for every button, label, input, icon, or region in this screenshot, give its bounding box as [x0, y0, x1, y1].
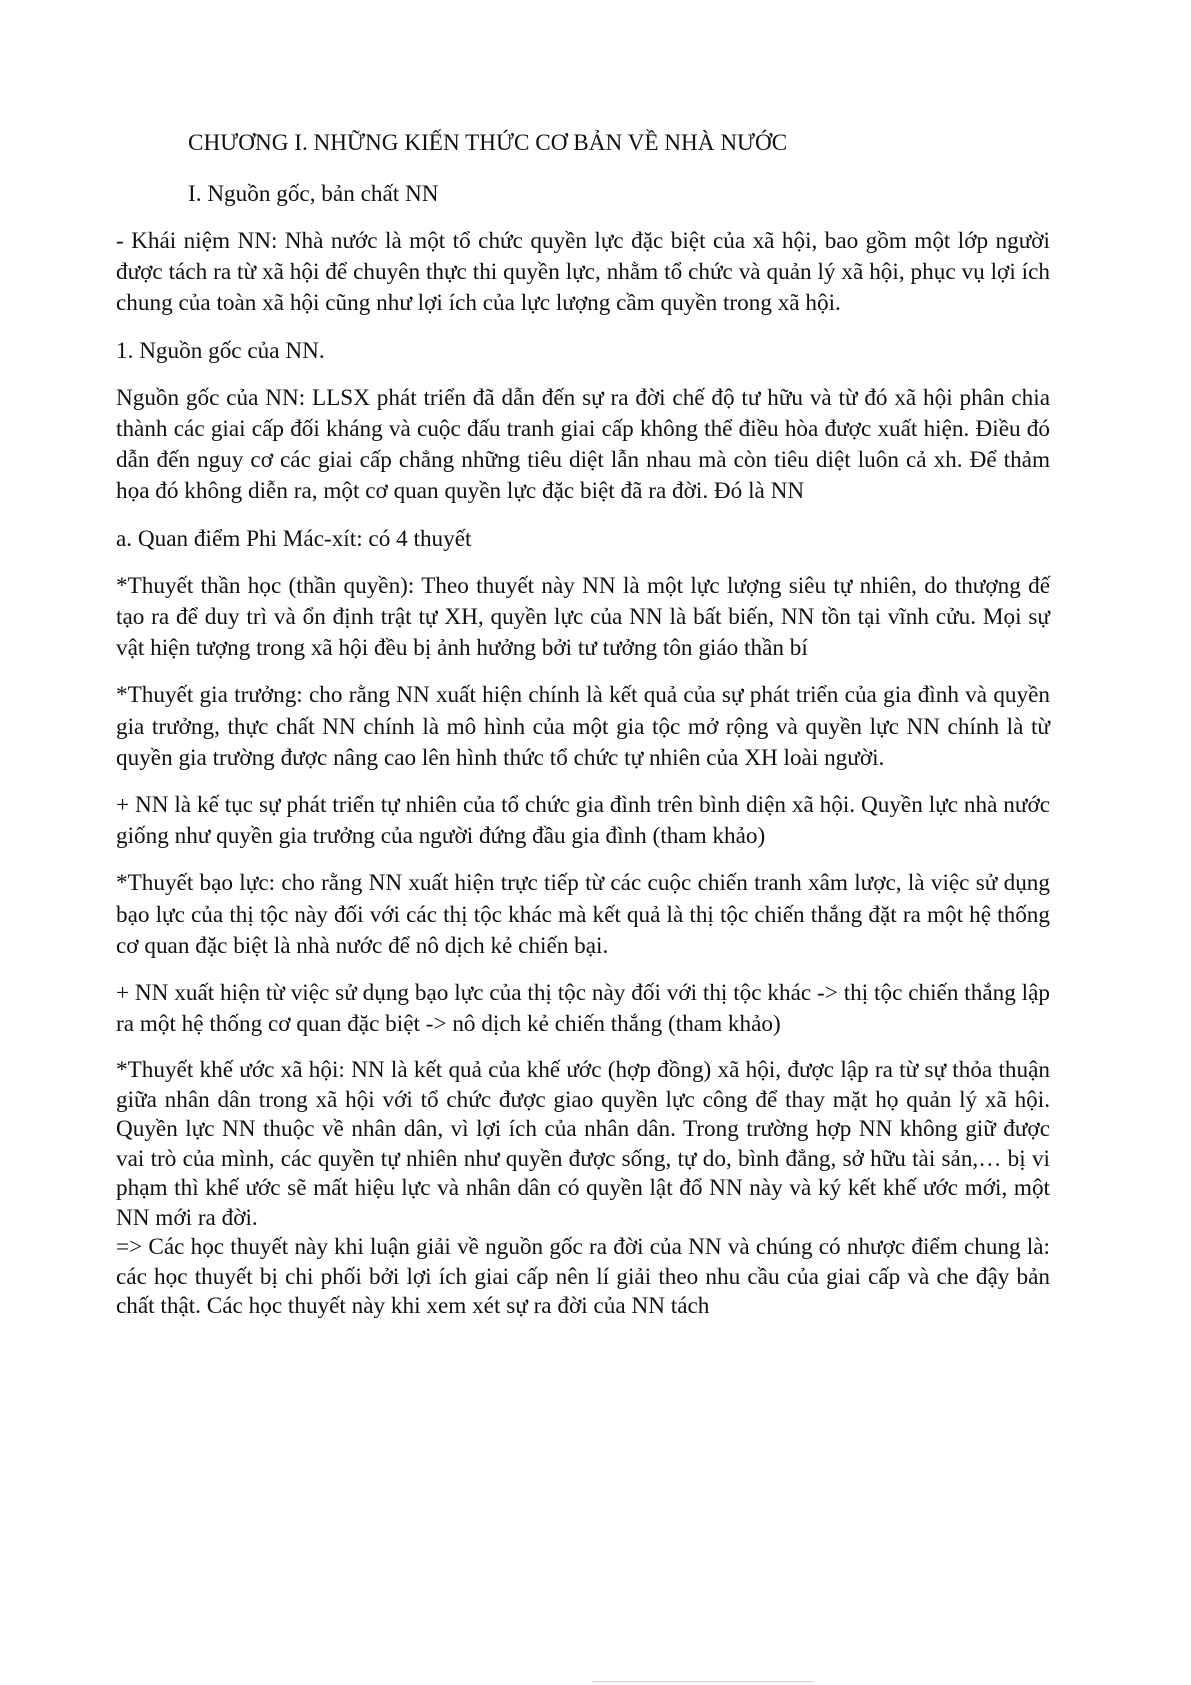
- bottom-divider: [592, 1681, 814, 1682]
- page-content: [116, 128, 1050, 1322]
- paragraph-social-contract-theory: *Thuyết khế ước xã hội: NN là kết quả của khế ước (hợp đồng) xã hội, được lập ra từ sự thỏa thuận giữa nhân dân trong xã hội với tổ chức được giao quyền lực công để thay mặt họ quản lý xã hội. Quyền lực NN thuộc về nhân dân, vì lợi ích của nhân dân. Trong trường hợp NN không giữ được vai trò của mình, các quyền tự nhiên như quyền được sống, tự do, bình đẳng, sở hữu tài sản,… bị vi phạm thì khế ước sẽ mất hiệu lực và nhân dân có quyền lật đổ NN này và ký kết khế ước mới, một NN mới ra đời.: [116, 1057, 1050, 1231]
- section-title: I. Nguồn gốc, bản chất NN: [188, 181, 439, 207]
- subheading-origin: 1. Nguồn gốc của NN.: [116, 337, 325, 364]
- paragraph-definition: - Khái niệm NN: Nhà nước là một tổ chức quyền lực đặc biệt của xã hội, bao gồm một lớp người được tách ra từ xã hội để chuyên thực thi quyền lực, nhằm tổ chức và quản lý xã hội, phục vụ lợi ích chung của toàn xã hội cũng như lợi ích của lực lượng cầm quyền trong xã hội.: [116, 228, 1050, 317]
- paragraph-theology-theory: *Thuyết thần học (thần quyền): Theo thuyết này NN là một lực lượng siêu tự nhiên, do thượng đế tạo ra để duy trì và ổn định trật tự XH, quyền lực của NN là bất biến, NN tồn tại vĩnh cửu. Mọi sự vật hiện tượng trong xã hội đều bị ảnh hưởng bởi tư tưởng tôn giáo thần bí: [116, 572, 1050, 662]
- paragraph-patriarchal-theory: *Thuyết gia trưởng: cho rằng NN xuất hiện chính là kết quả của sự phát triển của gia đình và quyền gia trưởng, thực chất NN chính là mô hình của một gia tộc mở rộng và quyền lực NN chính là từ quyền gia trường được nâng cao lên hình thức tổ chức tự nhiên của XH loài người.: [116, 682, 1050, 771]
- paragraph-violence-theory: *Thuyết bạo lực: cho rằng NN xuất hiện trực tiếp từ các cuộc chiến tranh xâm lược, là việc sử dụng bạo lực của thị tộc này đối với các thị tộc khác mà kết quả là thị tộc chiến thắng đặt ra một hệ thống cơ quan đặc biệt là nhà nước để nô dịch kẻ chiến bại.: [116, 870, 1050, 959]
- paragraph-patriarchal-note: + NN là kế tục sự phát triển tự nhiên của tổ chức gia đình trên bình diện xã hội. Quyền lực nhà nước giống như quyền gia trưởng của người đứng đầu gia đình (tham khảo): [116, 792, 1050, 850]
- paragraph-violence-note: + NN xuất hiện từ việc sử dụng bạo lực của thị tộc này đối với thị tộc khác -> thị tộc chiến thắng lập ra một hệ thống cơ quan đặc biệt -> nô dịch kẻ chiến thắng (tham khảo): [116, 980, 1050, 1038]
- subheading-non-marxist-views: a. Quan điểm Phi Mác-xít: có 4 thuyết: [116, 525, 472, 552]
- chapter-title: CHƯƠNG I. NHỮNG KIẾN THỨC CƠ BẢN VỀ NHÀ NƯỚC: [188, 130, 788, 156]
- paragraph-conclusion: => Các học thuyết này khi luận giải về nguồn gốc ra đời của NN và chúng có nhược điểm chung là: các học thuyết bị chi phối bởi lợi ích giai cấp nên lí giải theo nhu cầu của giai cấp và che đậy bản chất thật. Các học thuyết này khi xem xét sự ra đời của NN tách: [116, 1234, 1050, 1320]
- paragraph-origin: Nguồn gốc của NN: LLSX phát triển đã dẫn đến sự ra đời chế độ tư hữu và từ đó xã hội phân chia thành các giai cấp đối kháng và cuộc đấu tranh giai cấp không thể điều hòa được xuất hiện. Điều đó dẫn đến nguy cơ các giai cấp chẳng những tiêu diệt lẫn nhau mà còn tiêu diệt luôn cả xh. Để thảm họa đó không diễn ra, một cơ quan quyền lực đặc biệt đã ra đời. Đó là NN: [116, 384, 1050, 505]
